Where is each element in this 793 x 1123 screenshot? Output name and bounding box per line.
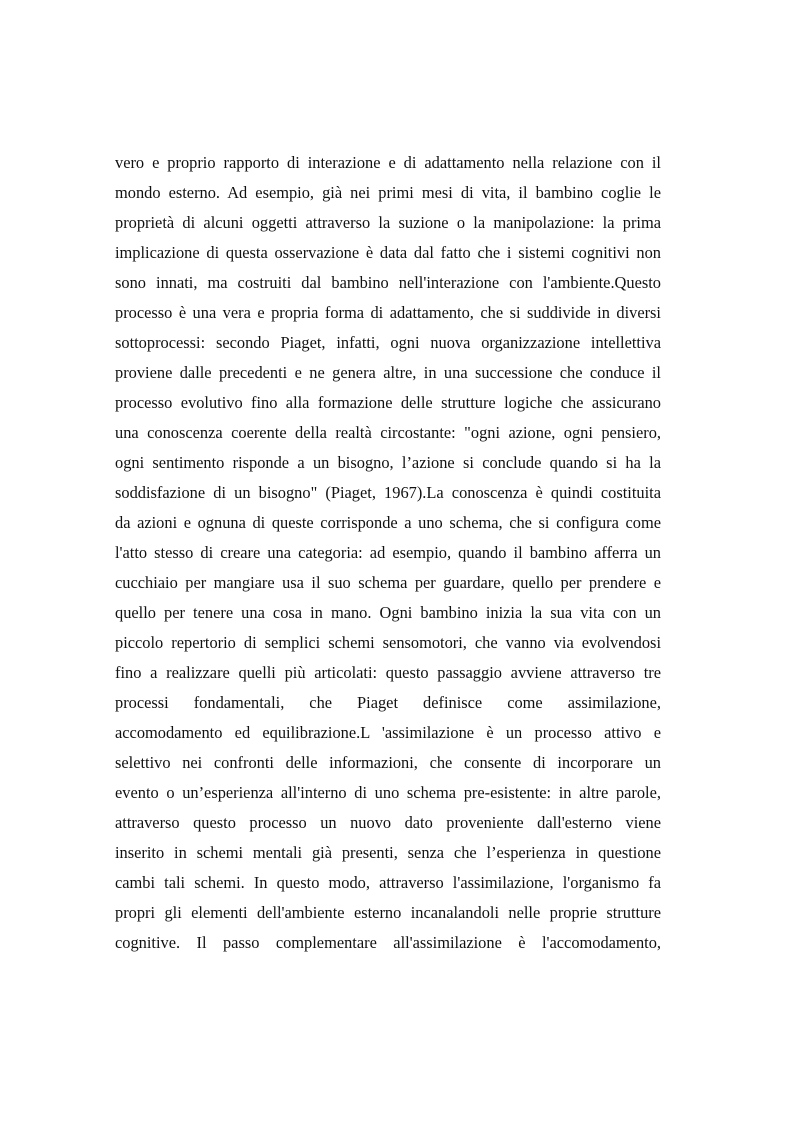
text-line: sono innati, ma costruiti dal bambino nell'interazione con l'ambiente.Questo	[115, 273, 661, 292]
text-line: selettivo nei confronti delle informazioni, che consente di incorporare un	[115, 753, 661, 772]
text-line: ogni sentimento risponde a un bisogno, l’azione si conclude quando si ha la	[115, 453, 661, 472]
text-line: da azioni e ognuna di queste corrisponde a uno schema, che si configura come	[115, 513, 661, 532]
text-line: proprietà di alcuni oggetti attraverso la suzione o la manipolazione: la prima	[115, 213, 661, 232]
text-line: implicazione di questa osservazione è data dal fatto che i sistemi cognitivi non	[115, 243, 661, 262]
text-line: quello per tenere una cosa in mano. Ogni bambino inizia la sua vita con un	[115, 603, 661, 622]
text-line: soddisfazione di un bisogno" (Piaget, 1967).La conoscenza è quindi costituita	[115, 483, 661, 502]
text-line: accomodamento ed equilibrazione.L 'assimilazione è un processo attivo e	[115, 723, 661, 742]
text-line: sottoprocessi: secondo Piaget, infatti, ogni nuova organizzazione intellettiva	[115, 333, 661, 352]
text-line: piccolo repertorio di semplici schemi sensomotori, che vanno via evolvendosi	[115, 633, 661, 652]
text-line: processo evolutivo fino alla formazione delle strutture logiche che assicurano	[115, 393, 661, 412]
text-line: l'atto stesso di creare una categoria: ad esempio, quando il bambino afferra un	[115, 543, 661, 562]
text-line: proviene dalle precedenti e ne genera altre, in una successione che conduce il	[115, 363, 661, 382]
text-line: attraverso questo processo un nuovo dato proveniente dall'esterno viene	[115, 813, 661, 832]
text-line: cucchiaio per mangiare usa il suo schema per guardare, quello per prendere e	[115, 573, 661, 592]
text-line: propri gli elementi dell'ambiente esterno incanalandoli nelle proprie strutture	[115, 903, 661, 922]
text-line: mondo esterno. Ad esempio, già nei primi mesi di vita, il bambino coglie le	[115, 183, 661, 202]
text-line: vero e proprio rapporto di interazione e di adattamento nella relazione con il	[115, 153, 661, 172]
text-line: evento o un’esperienza all'interno di uno schema pre-esistente: in altre parole,	[115, 783, 661, 802]
text-line: processi fondamentali, che Piaget definisce come assimilazione,	[115, 693, 661, 712]
text-line: cambi tali schemi. In questo modo, attraverso l'assimilazione, l'organismo fa	[115, 873, 661, 892]
text-line: cognitive. Il passo complementare all'assimilazione è l'accomodamento,	[115, 933, 661, 952]
text-line: inserito in schemi mentali già presenti, senza che l’esperienza in questione	[115, 843, 661, 862]
text-line: una conoscenza coerente della realtà circostante: "ogni azione, ogni pensiero,	[115, 423, 661, 442]
text-line: fino a realizzare quelli più articolati: questo passaggio avviene attraverso tre	[115, 663, 661, 682]
text-line: processo è una vera e propria forma di adattamento, che si suddivide in diversi	[115, 303, 661, 322]
body-text	[115, 148, 661, 958]
